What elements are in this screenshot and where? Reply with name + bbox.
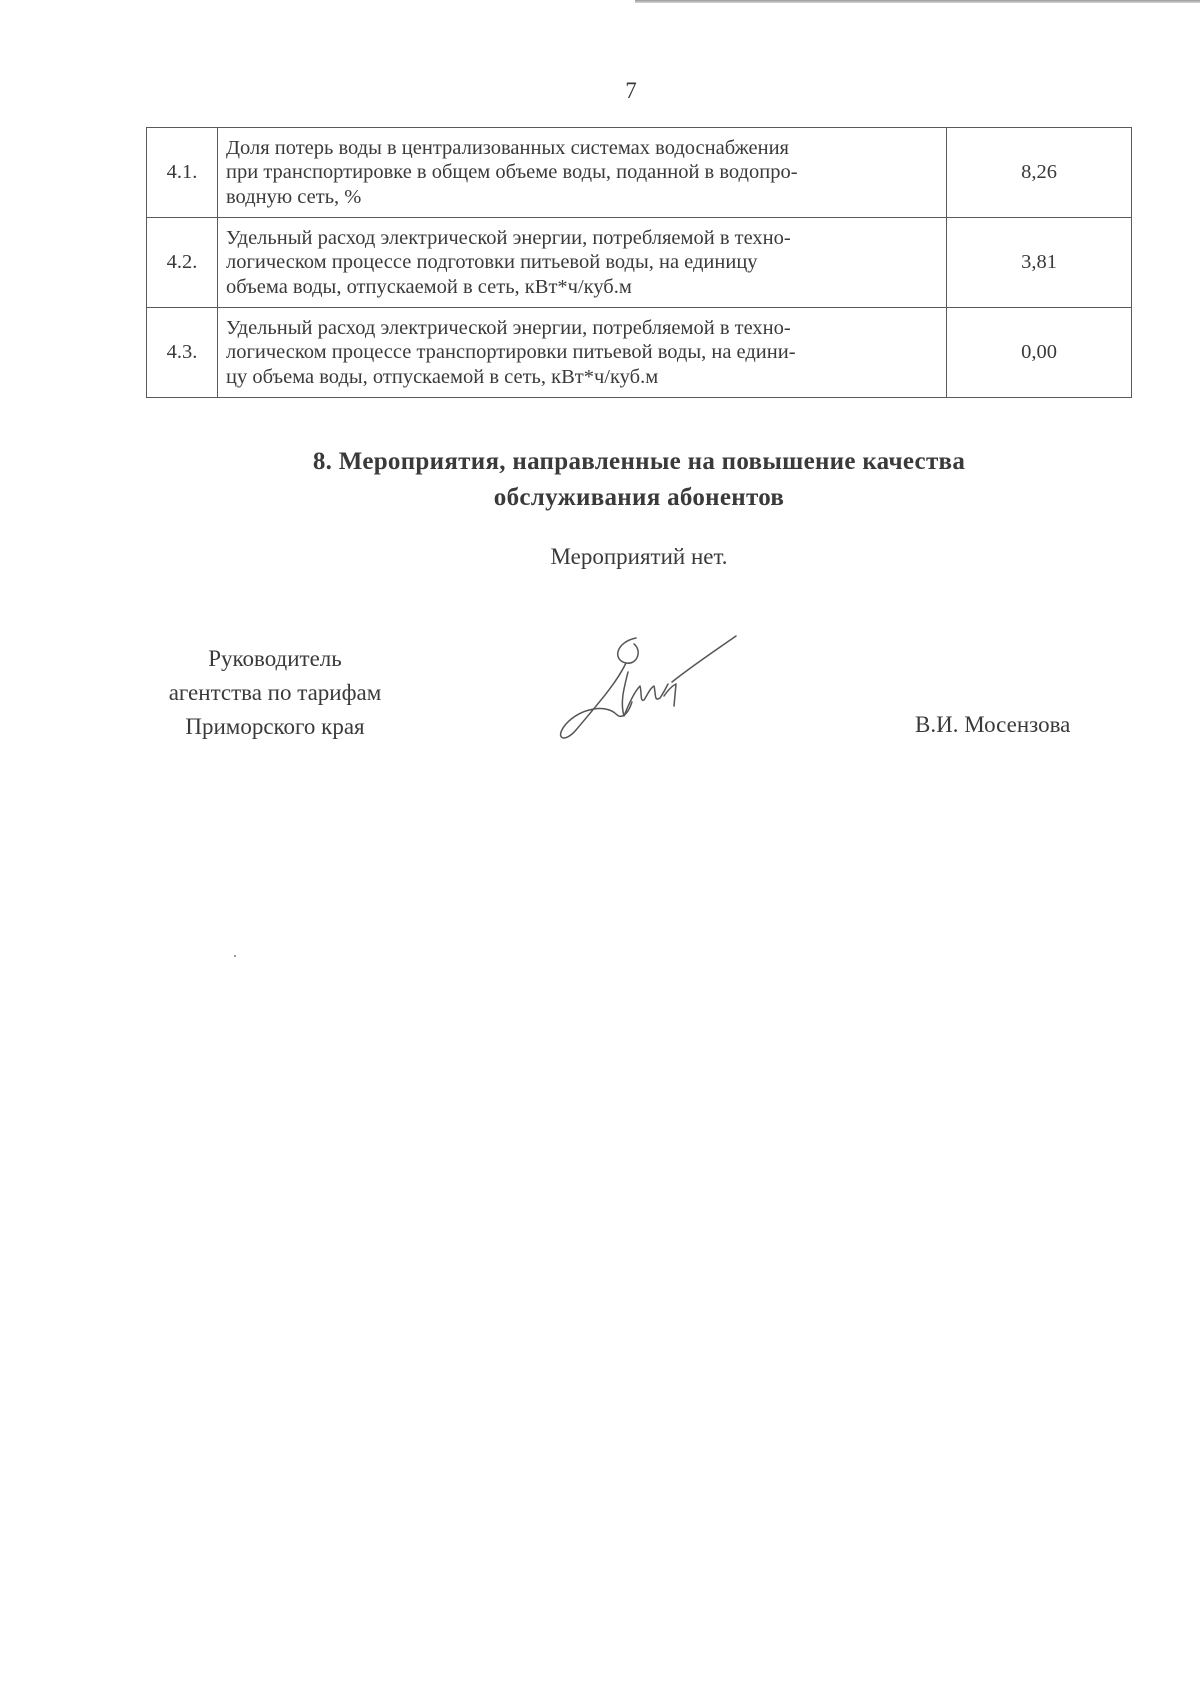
table-row (147, 308, 1132, 398)
indicator-line: логическом процессе подготовки питьевой воды, на единицу (226, 251, 758, 274)
row-number: 4.1. (147, 128, 218, 218)
indicator-line: водную сеть, % (226, 185, 362, 208)
indicator-value: 3,81 (947, 218, 1132, 308)
top-edge-rule (635, 0, 1200, 3)
signer-name: В.И. Мосензова (915, 712, 1071, 737)
section-note: Мероприятий нет. (550, 544, 728, 569)
indicators-table (146, 127, 1132, 398)
signer-title (140, 642, 410, 744)
indicator-line: объема воды, отпускаемой в сеть, кВт*ч/куб.м (226, 275, 632, 298)
indicator-line: цу объема воды, отпускаемой в сеть, кВт*ч/куб.м (226, 365, 659, 388)
indicator-name (218, 308, 947, 398)
scan-speck (234, 955, 236, 957)
signer-title-line: агентства по тарифам (168, 680, 382, 705)
indicator-line: логическом процессе транспортировки питьевой воды, на едини- (226, 341, 796, 364)
section-title (146, 444, 1132, 516)
page-number: 7 (625, 78, 637, 103)
table-row (147, 128, 1132, 218)
row-number: 4.2. (147, 218, 218, 308)
signer-title-line: Руководитель (208, 646, 342, 671)
indicator-line: Удельный расход электрической энергии, потребляемой в техно- (226, 226, 791, 249)
indicator-line: при транспортировке в общем объеме воды, поданной в водопро- (226, 161, 798, 184)
section-title-line: обслуживания абонентов (493, 484, 785, 511)
indicator-line: Доля потерь воды в централизованных системах водоснабжения (226, 136, 789, 159)
indicator-line: Удельный расход электрической энергии, потребляемой в техно- (226, 316, 791, 339)
indicator-name (218, 218, 947, 308)
section-title-line: 8. Мероприятия, направленные на повышение качества (312, 448, 966, 475)
indicator-value: 8,26 (947, 128, 1132, 218)
handwritten-signature (550, 632, 740, 747)
signer-title-line: Приморского края (185, 714, 365, 739)
indicator-name (218, 128, 947, 218)
row-number: 4.3. (147, 308, 218, 398)
table-row (147, 218, 1132, 308)
indicator-value: 0,00 (947, 308, 1132, 398)
